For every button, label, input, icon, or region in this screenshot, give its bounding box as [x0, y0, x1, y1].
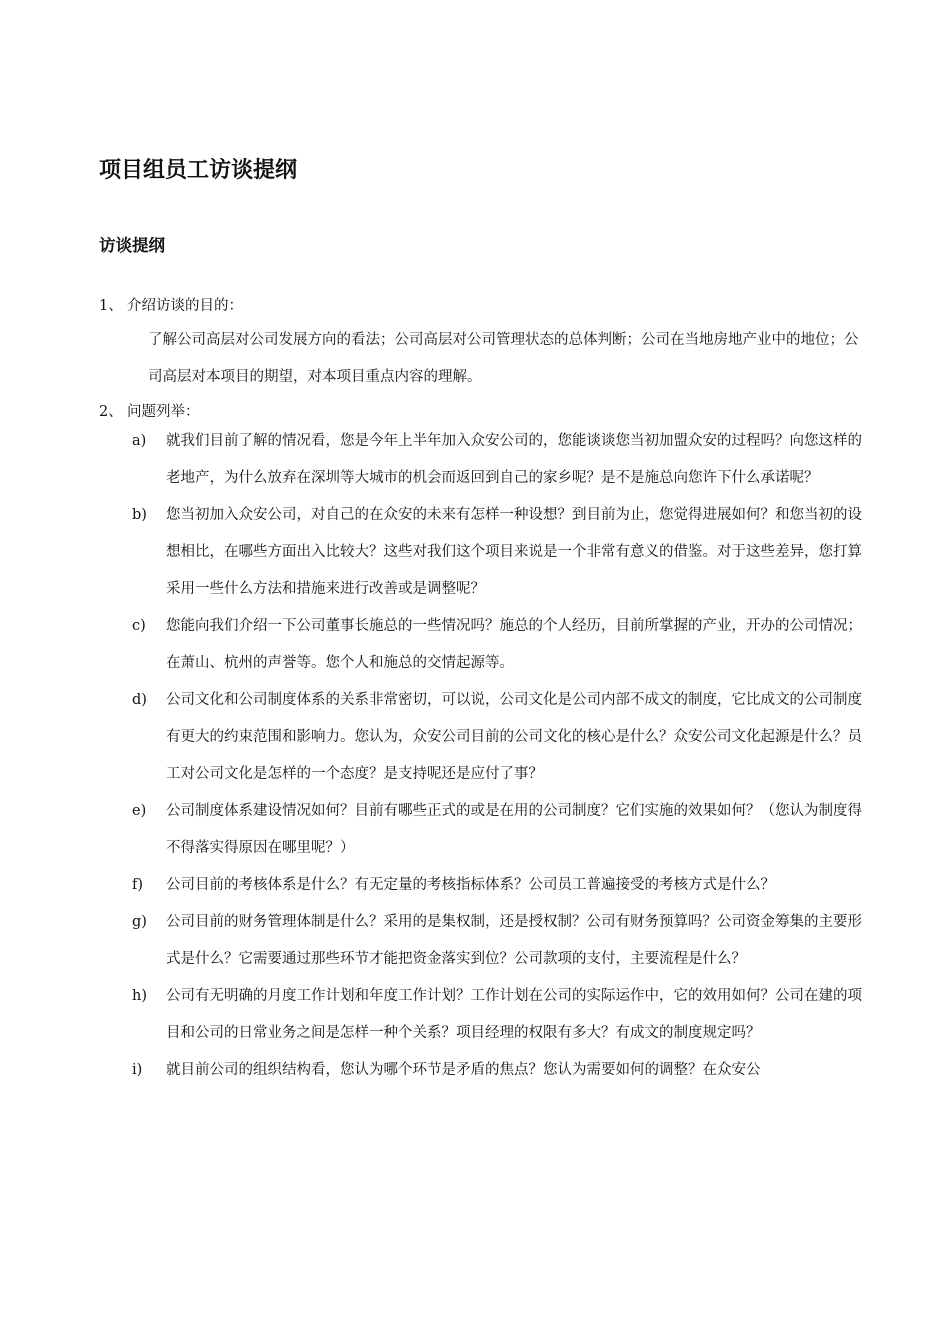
document-title: 项目组员工访谈提纲: [99, 158, 298, 183]
question-text: 您能向我们介绍一下公司董事长施总的一些情况吗？施总的个人经历，目前所掌握的产业，开办的公司情况；在萧山、杭州的声誉等。您个人和施总的交情起源等。: [166, 618, 862, 671]
question-item: [99, 423, 869, 497]
question-item: [99, 904, 869, 978]
question-item: [99, 1052, 869, 1089]
question-label: d): [132, 692, 147, 708]
numbered-item-1: [99, 294, 243, 318]
question-item: [99, 793, 869, 867]
item-number: 2、: [99, 404, 123, 420]
purpose-paragraph: 了解公司高层对公司发展方向的看法；公司高层对公司管理状态的总体判断；公司在当地房地产业中的地位；公司高层对本项目的期望，对本项目重点内容的理解。: [148, 332, 859, 385]
question-text: 公司目前的考核体系是什么？有无定量的考核指标体系？公司员工普遍接受的考核方式是什么？: [166, 877, 775, 893]
question-text: 公司目前的财务管理体制是什么？采用的是集权制，还是授权制？公司有财务预算吗？公司资金筹集的主要形式是什么？它需要通过那些环节才能把资金落实到位？公司款项的支付，主要流程是什么？: [166, 914, 862, 967]
question-text: 公司文化和公司制度体系的关系非常密切，可以说，公司文化是公司内部不成文的制度，它比成文的公司制度有更大的约束范围和影响力。您认为，众安公司目前的公司文化的核心是什么？众安公司文化起源是什么？员工对公司文化是怎样的一个态度？是支持呢还是应付了事？: [166, 692, 862, 782]
question-text: 您当初加入众安公司，对自己的在众安的未来有怎样一种设想？到目前为止，您觉得进展如何？和您当初的设想相比，在哪些方面出入比较大？这些对我们这个项目来说是一个非常有意义的借鉴。对于这些差异，您打算采用一些什么方法和措施来进行改善或是调整呢？: [166, 507, 862, 597]
item-label: 介绍访谈的目的：: [127, 298, 243, 314]
question-item: [99, 978, 869, 1052]
question-item: [99, 682, 869, 793]
question-item: [99, 608, 869, 682]
question-item: [99, 497, 869, 608]
question-label: g): [132, 914, 147, 930]
question-text: 就我们目前了解的情况看，您是今年上半年加入众安公司的，您能谈谈您当初加盟众安的过程吗？向您这样的老地产，为什么放弃在深圳等大城市的机会而返回到自己的家乡呢？是不是施总向您许下什么承诺呢？: [166, 433, 862, 486]
question-label: f): [132, 877, 144, 893]
question-label: c): [132, 618, 146, 634]
question-text: 公司制度体系建设情况如何？目前有哪些正式的或是在用的公司制度？它们实施的效果如何？（您认为制度得不得落实得原因在哪里呢？）: [166, 803, 862, 856]
question-label: h): [132, 988, 147, 1004]
item-label: 问题列举：: [127, 404, 200, 420]
numbered-item-2: [99, 400, 200, 424]
question-list: [99, 423, 869, 1089]
section-heading: 访谈提纲: [99, 236, 165, 255]
item-number: 1、: [99, 298, 123, 314]
question-item: [99, 867, 869, 904]
question-text: 公司有无明确的月度工作计划和年度工作计划？工作计划在公司的实际运作中，它的效用如何？公司在建的项目和公司的日常业务之间是怎样一种个关系？项目经理的权限有多大？有成文的制度规定吗？: [166, 988, 862, 1041]
question-label: e): [132, 803, 147, 819]
question-label: b): [132, 507, 147, 523]
question-label: a): [132, 433, 147, 449]
question-label: i): [132, 1062, 143, 1078]
question-text: 就目前公司的组织结构看，您认为哪个环节是矛盾的焦点？您认为需要如何的调整？在众安公: [166, 1062, 761, 1078]
